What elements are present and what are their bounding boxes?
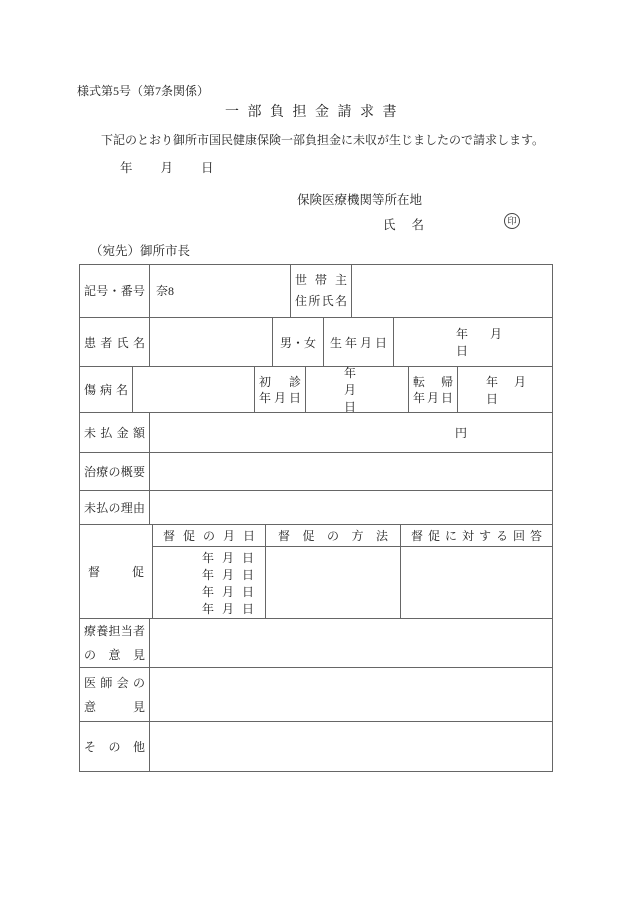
intro-text: 下記のとおり御所市国民健康保険一部負担金に未収が生じましたので請求します。 (101, 133, 545, 147)
symbol-number-value: 奈8 (150, 265, 291, 317)
recipient-line: （宛先）御所市長 (90, 244, 191, 258)
householder-label: 世帯主 住所氏名 (291, 265, 352, 317)
table-row-unpaid-amount (80, 413, 552, 453)
seal-icon: 印 (504, 213, 520, 229)
table-row-reason (80, 491, 552, 525)
reminder-reply-header: 督促に対する回答 (411, 528, 542, 543)
birth-date-value: 年月日 (456, 327, 525, 359)
symbol-number-label: 記号・番号 (80, 265, 150, 317)
patient-sex-options: 男・女 (273, 318, 324, 367)
table-row-symbol (80, 265, 552, 318)
table-row-patient (80, 318, 552, 368)
reminder-subtable-header (153, 525, 552, 547)
unpaid-reason-label: 未払の理由 (80, 491, 150, 524)
reminder-method-header: 督促の方法 (266, 525, 401, 546)
form-number: 様式第5号（第7条関係） (77, 84, 210, 98)
provider-name-label: 氏名 (383, 218, 441, 232)
treatment-summary-label: 治療の概要 (80, 453, 150, 490)
treatment-summary-value (150, 453, 552, 490)
table-row-medical-association (80, 668, 552, 723)
disease-name-label: 傷病名 (80, 367, 133, 412)
first-visit-date-label: 初診 年月日 (255, 367, 306, 412)
reminder-subtable-body (153, 547, 552, 618)
table-row-treatment (80, 453, 552, 491)
table-row-other (80, 722, 552, 771)
outcome-date-label: 転帰 年月日 (409, 367, 458, 412)
medical-association-label: 医師会の 意見 (80, 668, 150, 722)
reminder-label: 督促 (80, 525, 153, 618)
reminder-method-value (266, 547, 401, 618)
patient-name-label: 患者氏名 (80, 318, 150, 367)
outcome-date-value: 年月日 (486, 374, 543, 406)
other-value (150, 722, 552, 771)
reminder-reply-value (401, 547, 552, 618)
disease-name-value (133, 367, 255, 412)
yen-unit: 円 (454, 426, 467, 441)
first-visit-date-value: 年月日 (306, 367, 409, 412)
householder-value (352, 265, 552, 317)
table-row-provider-opinion (80, 619, 552, 668)
provider-address-label: 保険医療機関等所在地 (297, 193, 423, 207)
table-row-disease (80, 367, 552, 413)
provider-opinion-label: 療養担当者 の意見 (80, 619, 150, 667)
reminder-subtable (153, 525, 552, 618)
table-row-reminder (80, 525, 552, 619)
unpaid-amount-label: 未払金額 (80, 413, 150, 452)
provider-opinion-value (150, 619, 552, 667)
page-title: 一部負担金請求書 (225, 105, 405, 120)
reminder-date-header: 督促の月日 (153, 525, 266, 546)
medical-association-value (150, 668, 552, 722)
other-label: その他 (80, 722, 150, 771)
claim-form-table (79, 264, 553, 772)
reminder-date-lines: 年月日 年月日 年月日 年月日 (153, 547, 266, 618)
birth-date-label: 生年月日 (324, 318, 394, 367)
unpaid-amount-value (150, 413, 552, 452)
issue-date-line: 年月日 (120, 161, 242, 175)
patient-name-value (150, 318, 273, 367)
unpaid-reason-value (150, 491, 552, 524)
